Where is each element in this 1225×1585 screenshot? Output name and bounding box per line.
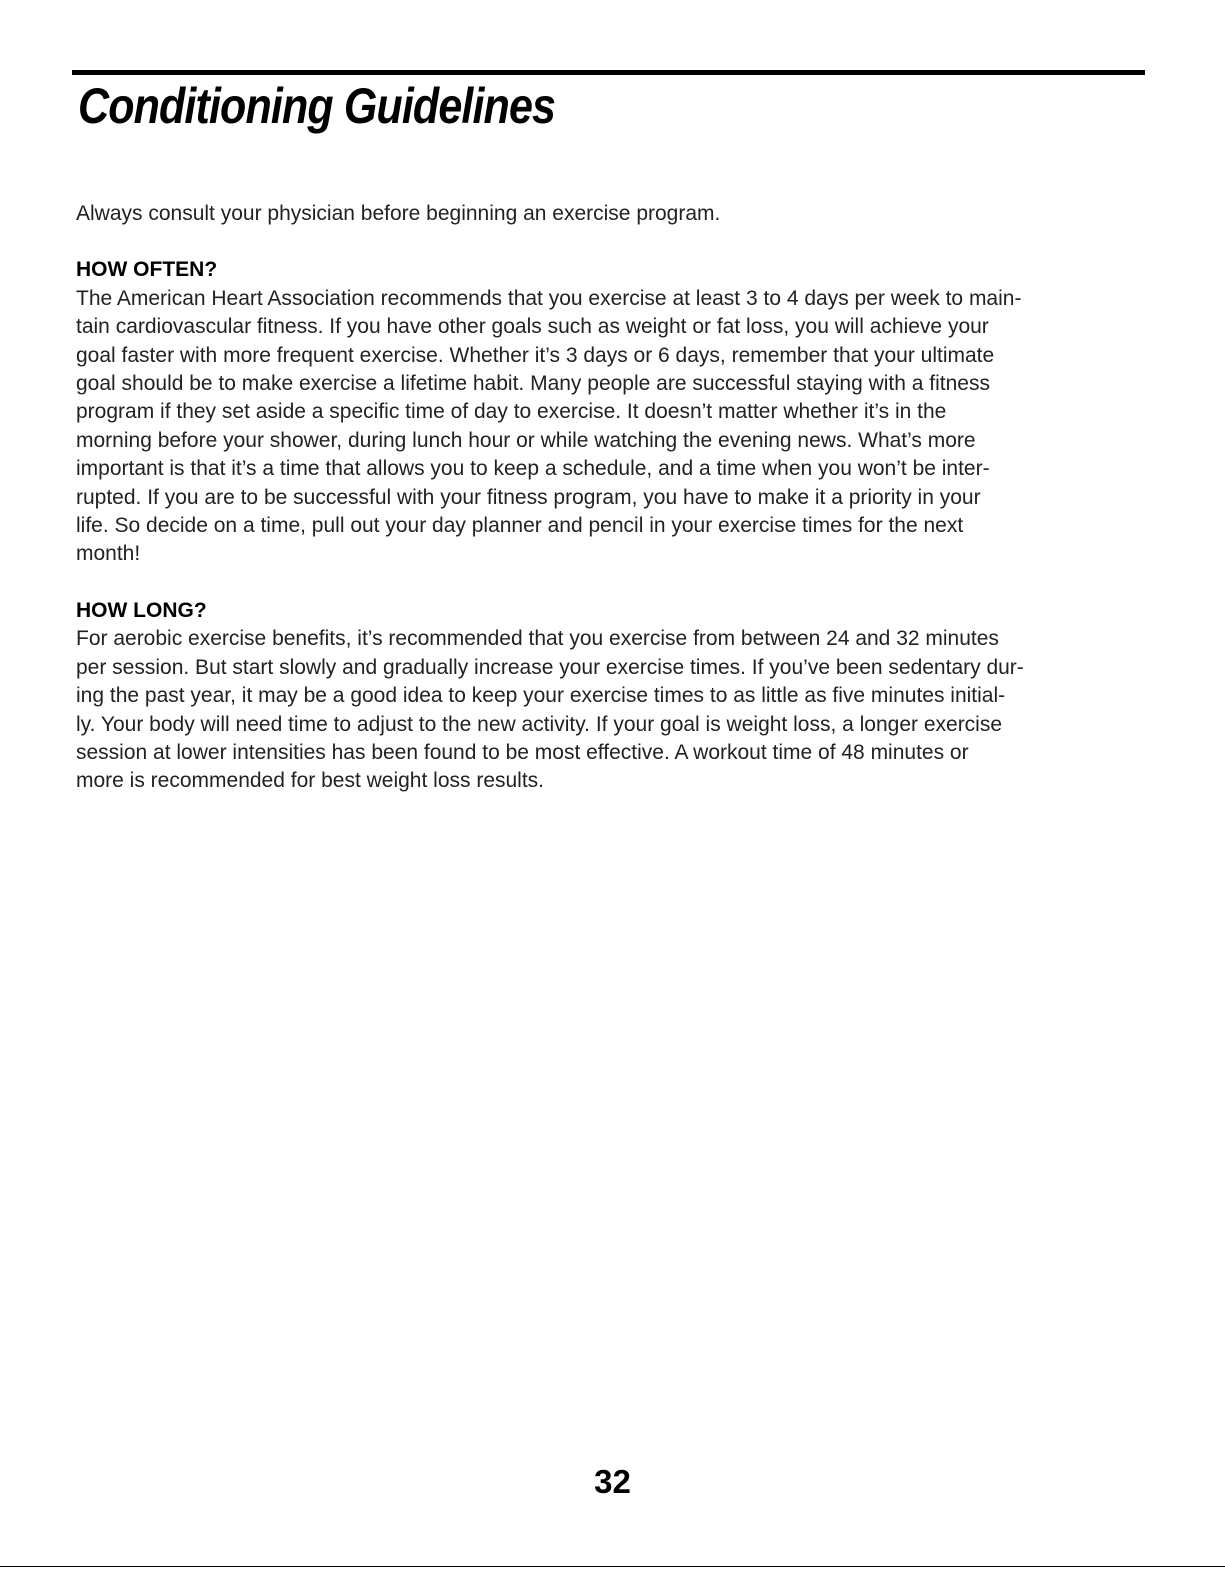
- section-how-long: [76, 597, 1146, 796]
- text-line: month!: [76, 542, 141, 566]
- text-line: morning before your shower, during lunch hour or while watching the evening news. What’s more: [76, 428, 976, 452]
- text-line: per session. But start slowly and gradually increase your exercise times. If you’ve been sedentary dur-: [76, 655, 1024, 679]
- text-line: goal should be to make exercise a lifetime habit. Many people are successful staying with a fitness: [76, 372, 990, 396]
- text-line: For aerobic exercise benefits, it’s recommended that you exercise from between 24 and 32 minutes: [76, 627, 999, 651]
- bottom-rule: [0, 1566, 1225, 1567]
- section-heading-how-often: HOW OFTEN?: [76, 258, 218, 282]
- text-line: program if they set aside a specific time of day to exercise. It doesn’t matter whether it’s in the: [76, 400, 947, 424]
- page-number: 32: [594, 1463, 631, 1500]
- text-line: important is that it’s a time that allows you to keep a schedule, and a time when you won’t be inter-: [76, 457, 990, 481]
- text-line: session at lower intensities has been found to be most effective. A workout time of 48 minutes or: [76, 740, 969, 764]
- section-body-how-long: [76, 625, 1146, 795]
- section-heading-how-long: HOW LONG?: [76, 598, 207, 622]
- text-line: life. So decide on a time, pull out your day planner and pencil in your exercise times for the next: [76, 514, 964, 538]
- text-line: The American Heart Association recommends that you exercise at least 3 to 4 days per week to main-: [76, 286, 1022, 310]
- intro-paragraph: Always consult your physician before beginning an exercise program.: [76, 202, 721, 225]
- document-body: [76, 200, 1146, 796]
- text-line: ly. Your body will need time to adjust to the new activity. If your goal is weight loss, a longer exercise: [76, 712, 1003, 736]
- section-how-often: [76, 256, 1146, 568]
- text-line: goal faster with more frequent exercise. Whether it’s 3 days or 6 days, remember that your ultimate: [76, 343, 995, 367]
- page-title: Conditioning Guidelines: [78, 78, 556, 134]
- title-rule: [72, 70, 1145, 75]
- text-line: tain cardiovascular fitness. If you have other goals such as weight or fat loss, you will achieve your: [76, 315, 989, 339]
- text-line: ing the past year, it may be a good idea to keep your exercise times to as little as five minutes initial-: [76, 684, 1006, 708]
- text-line: rupted. If you are to be successful with your fitness program, you have to make it a priority in your: [76, 485, 981, 509]
- text-line: more is recommended for best weight loss results.: [76, 769, 545, 793]
- section-body-how-often: [76, 285, 1146, 569]
